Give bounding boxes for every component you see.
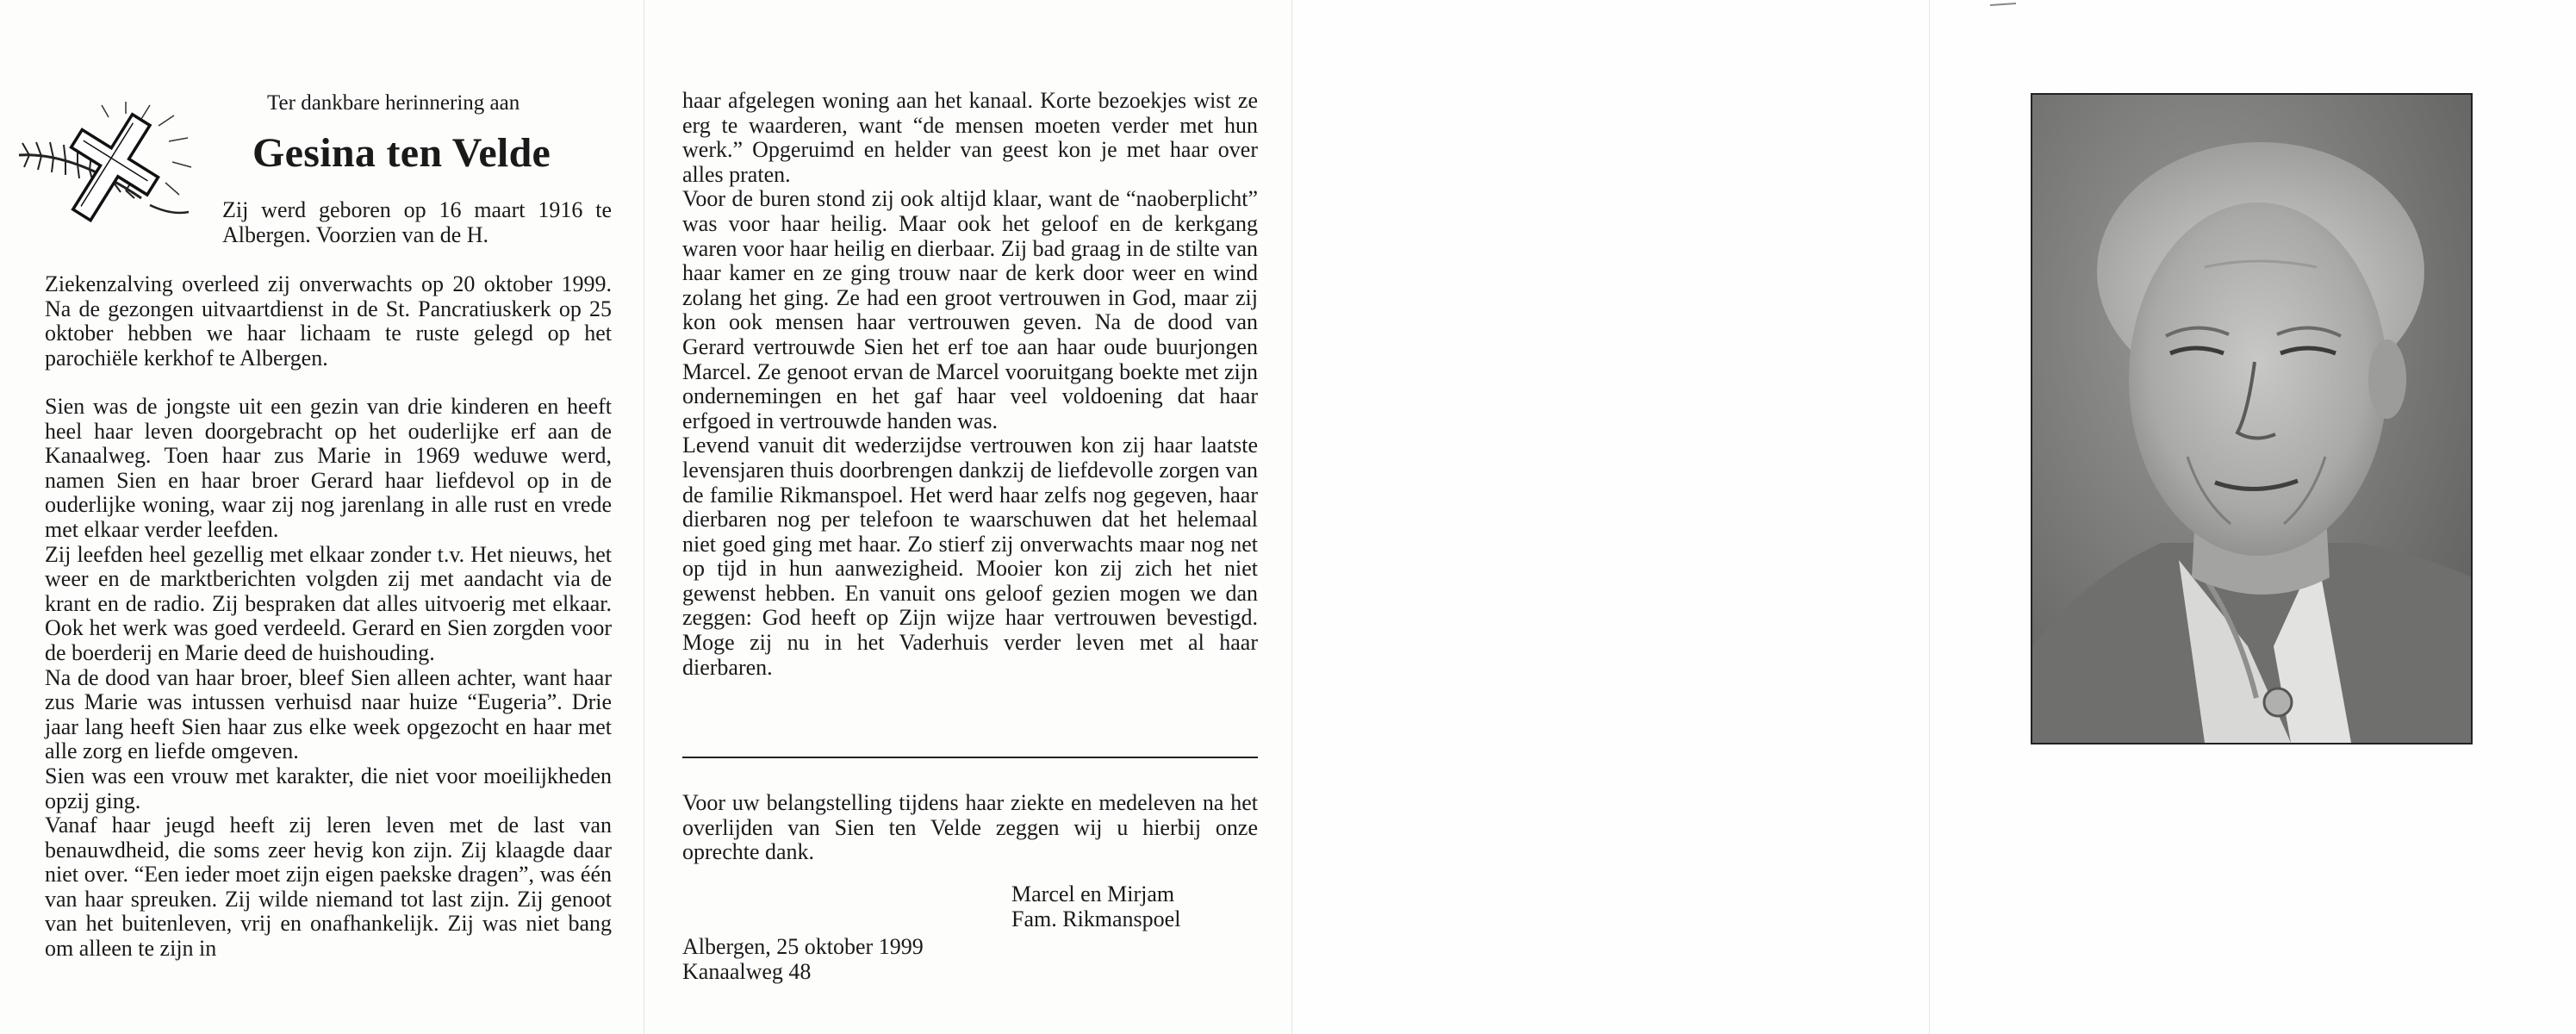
life-paragraph: Zij leefden heel gezellig met elkaar zonder t.v. Het nieuws, het weer en de marktberichten volgden zij met aandacht via de krant en de radio. Zij bespraken dat alles uitvoerig met elkaar. Ook het werk was goed verdeeld. Gerard en Sien zorgden voor de boerderij en Marie deed de huishouding. bbox=[45, 541, 612, 665]
address: Kanaalweg 48 bbox=[682, 958, 812, 984]
divider bbox=[682, 757, 1258, 758]
signatory: Fam. Rikmanspoel bbox=[1011, 906, 1181, 931]
birth-paragraph-continued: Ziekenzalving overleed zij onverwachts op 20 oktober 1999. Na de gezongen uitvaartdienst in de St. Pancratiuskerk op 25 oktober hebben we haar lichaam te ruste gelegd op het parochiële kerkhof te Albergen. bbox=[45, 271, 612, 371]
blank-panel bbox=[1292, 0, 1930, 1034]
life-paragraph: Na de dood van haar broer, bleef Sien alleen achter, want haar zus Marie was intussen verhuisd naar huize “Eugeria”. Drie jaar lang heeft Sien haar zus elke week opgezocht en haar met alle zorg en liefde omgeven. bbox=[45, 664, 612, 764]
life-paragraph: Sien was de jongste uit een gezin van drie kinderen en heeft heel haar leven doorgebracht op het ouderlijke erf aan de Kanaalweg. Toen haar zus Marie in 1969 weduwe werd, namen Sien en haar broer Gerard haar liefdevol op in de ouderlijke woning, waar zij nog jarenlang in alle rust en vrede met elkaar verder leefden. bbox=[45, 394, 612, 542]
signatories bbox=[1011, 882, 1180, 931]
deceased-name: Gesina ten Velde bbox=[252, 130, 551, 176]
life-paragraph: Levend vanuit dit wederzijdse vertrouwen kon zij haar laatste levensjaren thuis doorbrengen dankzij de liefdevolle zorgen van de familie Rikmanspoel. Het werd haar zelfs nog gegeven, haar dierbaren nog per telefoon te waarschuwen dat het helemaal niet goed ging met haar. Zo stierf zij onverwachts maar nog net op tijd in hun aanwezigheid. Mooier kon zij zich het niet gewenst hebben. En vanuit ons geloof gezien mogen we dan zeggen: God heeft op Zijn wijze haar vertrouwen bevestigd. Moge zij nu in het Vaderhuis verder leven met al haar dierbaren. bbox=[682, 433, 1258, 680]
photo-panel bbox=[1930, 0, 2576, 1034]
left-panel bbox=[0, 0, 644, 1034]
portrait-image bbox=[2032, 95, 2471, 743]
life-paragraph: Sien was een vrouw met karakter, die niet voor moeilijkheden opzij ging. bbox=[45, 763, 612, 813]
cross-with-palm-icon bbox=[12, 102, 219, 231]
life-story-column-2 bbox=[682, 89, 1258, 680]
thanks-text: Voor uw belangstelling tijdens haar ziekte en medeleven na het overlijden van Sien ten Velde zeggen wij u hierbij onze oprechte dank. bbox=[682, 790, 1258, 865]
place-and-address bbox=[682, 935, 924, 984]
middle-panel bbox=[644, 0, 1292, 1034]
portrait-photo bbox=[2031, 93, 2473, 744]
paper-mark bbox=[1990, 3, 2016, 6]
place-date: Albergen, 25 oktober 1999 bbox=[682, 934, 924, 959]
life-paragraph: Vanaf haar jeugd heeft zij leren leven met de last van benauwdheid, die soms zeer hevig kon zijn. Zij klaagde daar niet over. “Een ieder moet zijn eigen paekske dragen”, was één van haar spreuken. Zij wilde niemand tot last zijn. Zij genoot van het buitenleven, vrij en onafhankelijk. Zij was niet bang om alleen te zijn in bbox=[45, 813, 612, 962]
life-paragraph: Voor de buren stond zij ook altijd klaar, want de “naoberplicht” was voor haar heilig. Maar ook het geloof en de kerkgang waren voor haar heilig en dierbaar. Zij bad graag in de stilte van haar kamer en ze ging trouw naar de kerk door weer en wind zolang het ging. Ze had een groot vertrouwen in God, maar zij kon ook mensen haar vertrouwen geven. Na de dood van Gerard vertrouwde Sien het erf toe aan haar oude buurjongen Marcel. Ze genoot ervan de Marcel vooruitgang boekte met zijn ondernemingen en het gaf haar veel voldoening dat haar erfgoed in vertrouwde handen was. bbox=[682, 186, 1258, 433]
life-story-column-1 bbox=[45, 395, 612, 962]
life-paragraph: haar afgelegen woning aan het kanaal. Korte bezoekjes wist ze erg te waarderen, want “de mensen moeten verder met hun werk.” Opgeruimd en helder van geest kon je met haar over alles praten. bbox=[682, 88, 1258, 187]
signatory: Marcel en Mirjam bbox=[1011, 881, 1175, 906]
birth-paragraph: Zij werd geboren op 16 maart 1916 te Albergen. Voorzien van de H. bbox=[222, 197, 612, 247]
intro-line: Ter dankbare herinnering aan bbox=[267, 91, 520, 115]
